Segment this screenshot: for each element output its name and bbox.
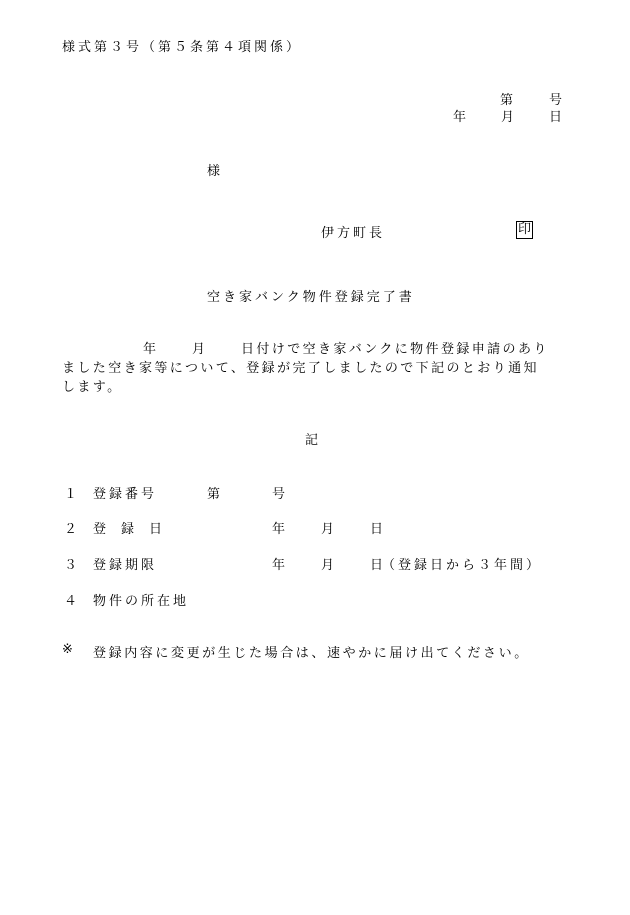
form-label: 様式第３号（第５条第４項関係）	[62, 40, 303, 55]
expiry-month: 月	[321, 558, 338, 573]
date-month: 月	[501, 110, 518, 125]
expiry-year: 年	[272, 558, 289, 573]
registration-number-suffix: 号	[272, 487, 289, 502]
document-title: 空き家バンク物件登録完了書	[207, 290, 415, 305]
ki-heading: 記	[305, 433, 322, 448]
notice-text: 登録内容に変更が生じた場合は、速やかに届け出てください。	[93, 646, 530, 661]
registration-date-day: 日	[370, 522, 387, 537]
item-label-registration-date: 登 録 日	[93, 522, 164, 537]
notice-mark: ※	[62, 642, 76, 657]
item-label-registration-number: 登録番号	[93, 487, 158, 502]
body-line3: します。	[62, 380, 123, 395]
expiry-day: 日	[370, 558, 387, 573]
body-line1: 日付けで空き家バンクに物件登録申請のあり	[241, 342, 549, 357]
item-number: ４	[64, 594, 81, 609]
item-number: １	[64, 487, 81, 502]
seal-box: 印	[518, 222, 532, 237]
body-month: 月	[192, 342, 209, 357]
doc-number-suffix: 号	[549, 93, 566, 108]
body-year: 年	[143, 342, 160, 357]
item-label-property-location: 物件の所在地	[93, 594, 190, 609]
seal-mark	[516, 221, 533, 239]
expiry-note: （登録日から３年間）	[382, 558, 543, 573]
registration-date-year: 年	[272, 522, 289, 537]
item-label-registration-expiry: 登録期限	[93, 558, 158, 573]
item-number: ２	[64, 522, 81, 537]
date-day: 日	[549, 110, 566, 125]
date-year: 年	[453, 110, 470, 125]
registration-date-month: 月	[321, 522, 338, 537]
body-line2: ました空き家等について、登録が完了しましたので下記のとおり通知	[62, 361, 539, 376]
addressee-suffix: 様	[207, 164, 224, 179]
item-number: ３	[64, 558, 81, 573]
issuer-name: 伊方町長	[321, 226, 386, 241]
registration-number-prefix: 第	[207, 487, 224, 502]
doc-number-prefix: 第	[500, 93, 517, 108]
